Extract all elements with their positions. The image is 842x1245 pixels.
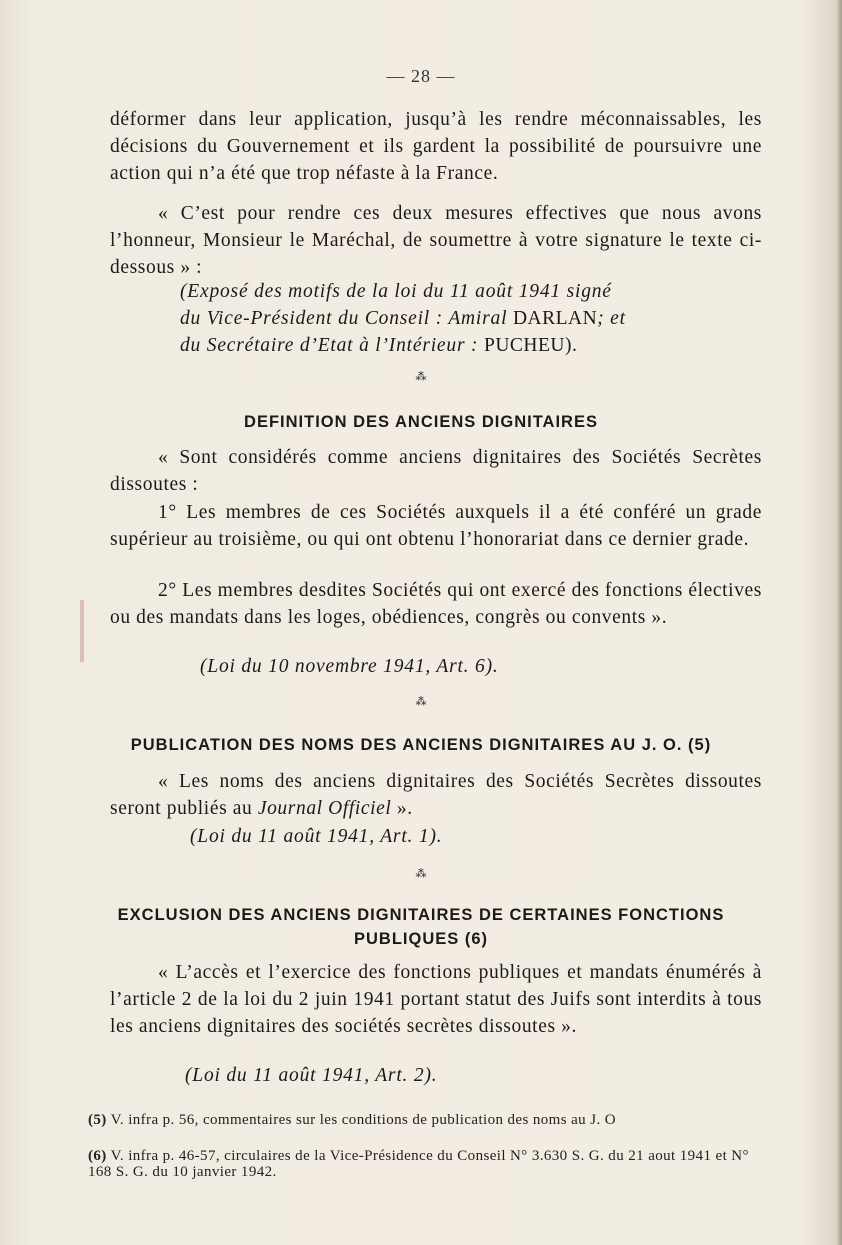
expose-line-3-end: ). <box>565 335 578 356</box>
footnote-6-number: (6) <box>88 1148 107 1164</box>
footnote-5-text: V. infra p. 56, commentaires sur les conditions de publication des noms au J. O <box>110 1112 617 1128</box>
expose-line-3-text: du Secrétaire d’Etat à l’Intérieur : <box>180 335 484 356</box>
journal-officiel: Journal Officiel <box>257 798 392 819</box>
margin-mark <box>80 600 84 662</box>
section-2-citation: (Loi du 11 août 1941, Art. 1). <box>190 826 443 847</box>
section-3-heading-line-2: PUBLIQUES (6) <box>353 930 488 948</box>
expose-line-3 <box>180 332 720 359</box>
section-2-para-text: « Les noms des anciens dignitaires des Sociétés Secrètes dissoutes seront publiés au <box>110 771 762 819</box>
section-1-para-3: 2° Les membres desdites Sociétés qui ont exercé des fonctions électives ou des mandats dans les loges, obédiences, congrès ou convents ». <box>110 580 762 628</box>
page-number: — 28 — <box>386 66 456 86</box>
section-1-para-2: 1° Les membres de ces Sociétés auxquels il a été conféré un grade supérieur au troisième, ou qui ont obtenu l’honorariat dans ce dernier grade. <box>110 502 762 550</box>
footnote-6-text: V. infra p. 46-57, circulaires de la Vice-Présidence du Conseil N° 3.630 S. G. du 21 aout 1941 et N° 168 S. G. du 10 janvier 1942. <box>88 1148 749 1180</box>
section-3-citation: (Loi du 11 août 1941, Art. 2). <box>185 1065 438 1086</box>
separator-2: ⁂ <box>415 696 427 708</box>
footnote-5 <box>88 1112 768 1128</box>
section-1-heading: DEFINITION DES ANCIENS DIGNITAIRES <box>244 413 598 431</box>
expose-line-2 <box>180 305 720 332</box>
footnote-5-number: (5) <box>88 1112 107 1128</box>
section-3-heading <box>0 903 842 951</box>
expose-line-2-end: ; et <box>597 308 626 329</box>
footnote-6 <box>88 1148 768 1180</box>
section-1-para-1: « Sont considérés comme anciens dignitaires des Sociétés Secrètes dissoutes : <box>110 447 762 495</box>
section-2-para-end: ». <box>391 798 413 819</box>
expose-line-2-text: du Vice-Président du Conseil : Amiral <box>180 308 513 329</box>
separator-3: ⁂ <box>415 868 427 880</box>
section-1-citation: (Loi du 10 novembre 1941, Art. 6). <box>200 656 499 677</box>
darlan-name: DARLAN <box>512 308 598 329</box>
section-2-para <box>110 768 762 822</box>
section-2-heading: PUBLICATION DES NOMS DES ANCIENS DIGNITAIRES AU J. O. (5) <box>130 736 712 754</box>
section-3-heading-line-1: EXCLUSION DES ANCIENS DIGNITAIRES DE CERTAINES FONCTIONS <box>117 906 725 924</box>
intro-paragraph: déformer dans leur application, jusqu’à les rendre méconnaissables, les décisions du Gouvernement et ils gardent la possibilité de poursuivre une action qui n’a été que trop néfaste à la France. <box>110 109 762 184</box>
separator-1: ⁂ <box>415 371 427 383</box>
expose-block <box>180 278 720 359</box>
pucheu-name: PUCHEU <box>483 335 565 356</box>
second-paragraph: « C’est pour rendre ces deux mesures effectives que nous avons l’honneur, Monsieur le Maréchal, de soumettre à votre signature le texte ci-dessous » : <box>110 203 762 278</box>
page-edge-shadow <box>836 0 842 1245</box>
section-3-para: « L’accès et l’exercice des fonctions publiques et mandats énumérés à l’article 2 de la loi du 2 juin 1941 portant statut des Juifs sont interdits à tous les anciens dignitaires des sociétés secrètes dissoutes ». <box>110 962 762 1037</box>
expose-line-1: (Exposé des motifs de la loi du 11 août 1941 signé <box>180 281 612 302</box>
